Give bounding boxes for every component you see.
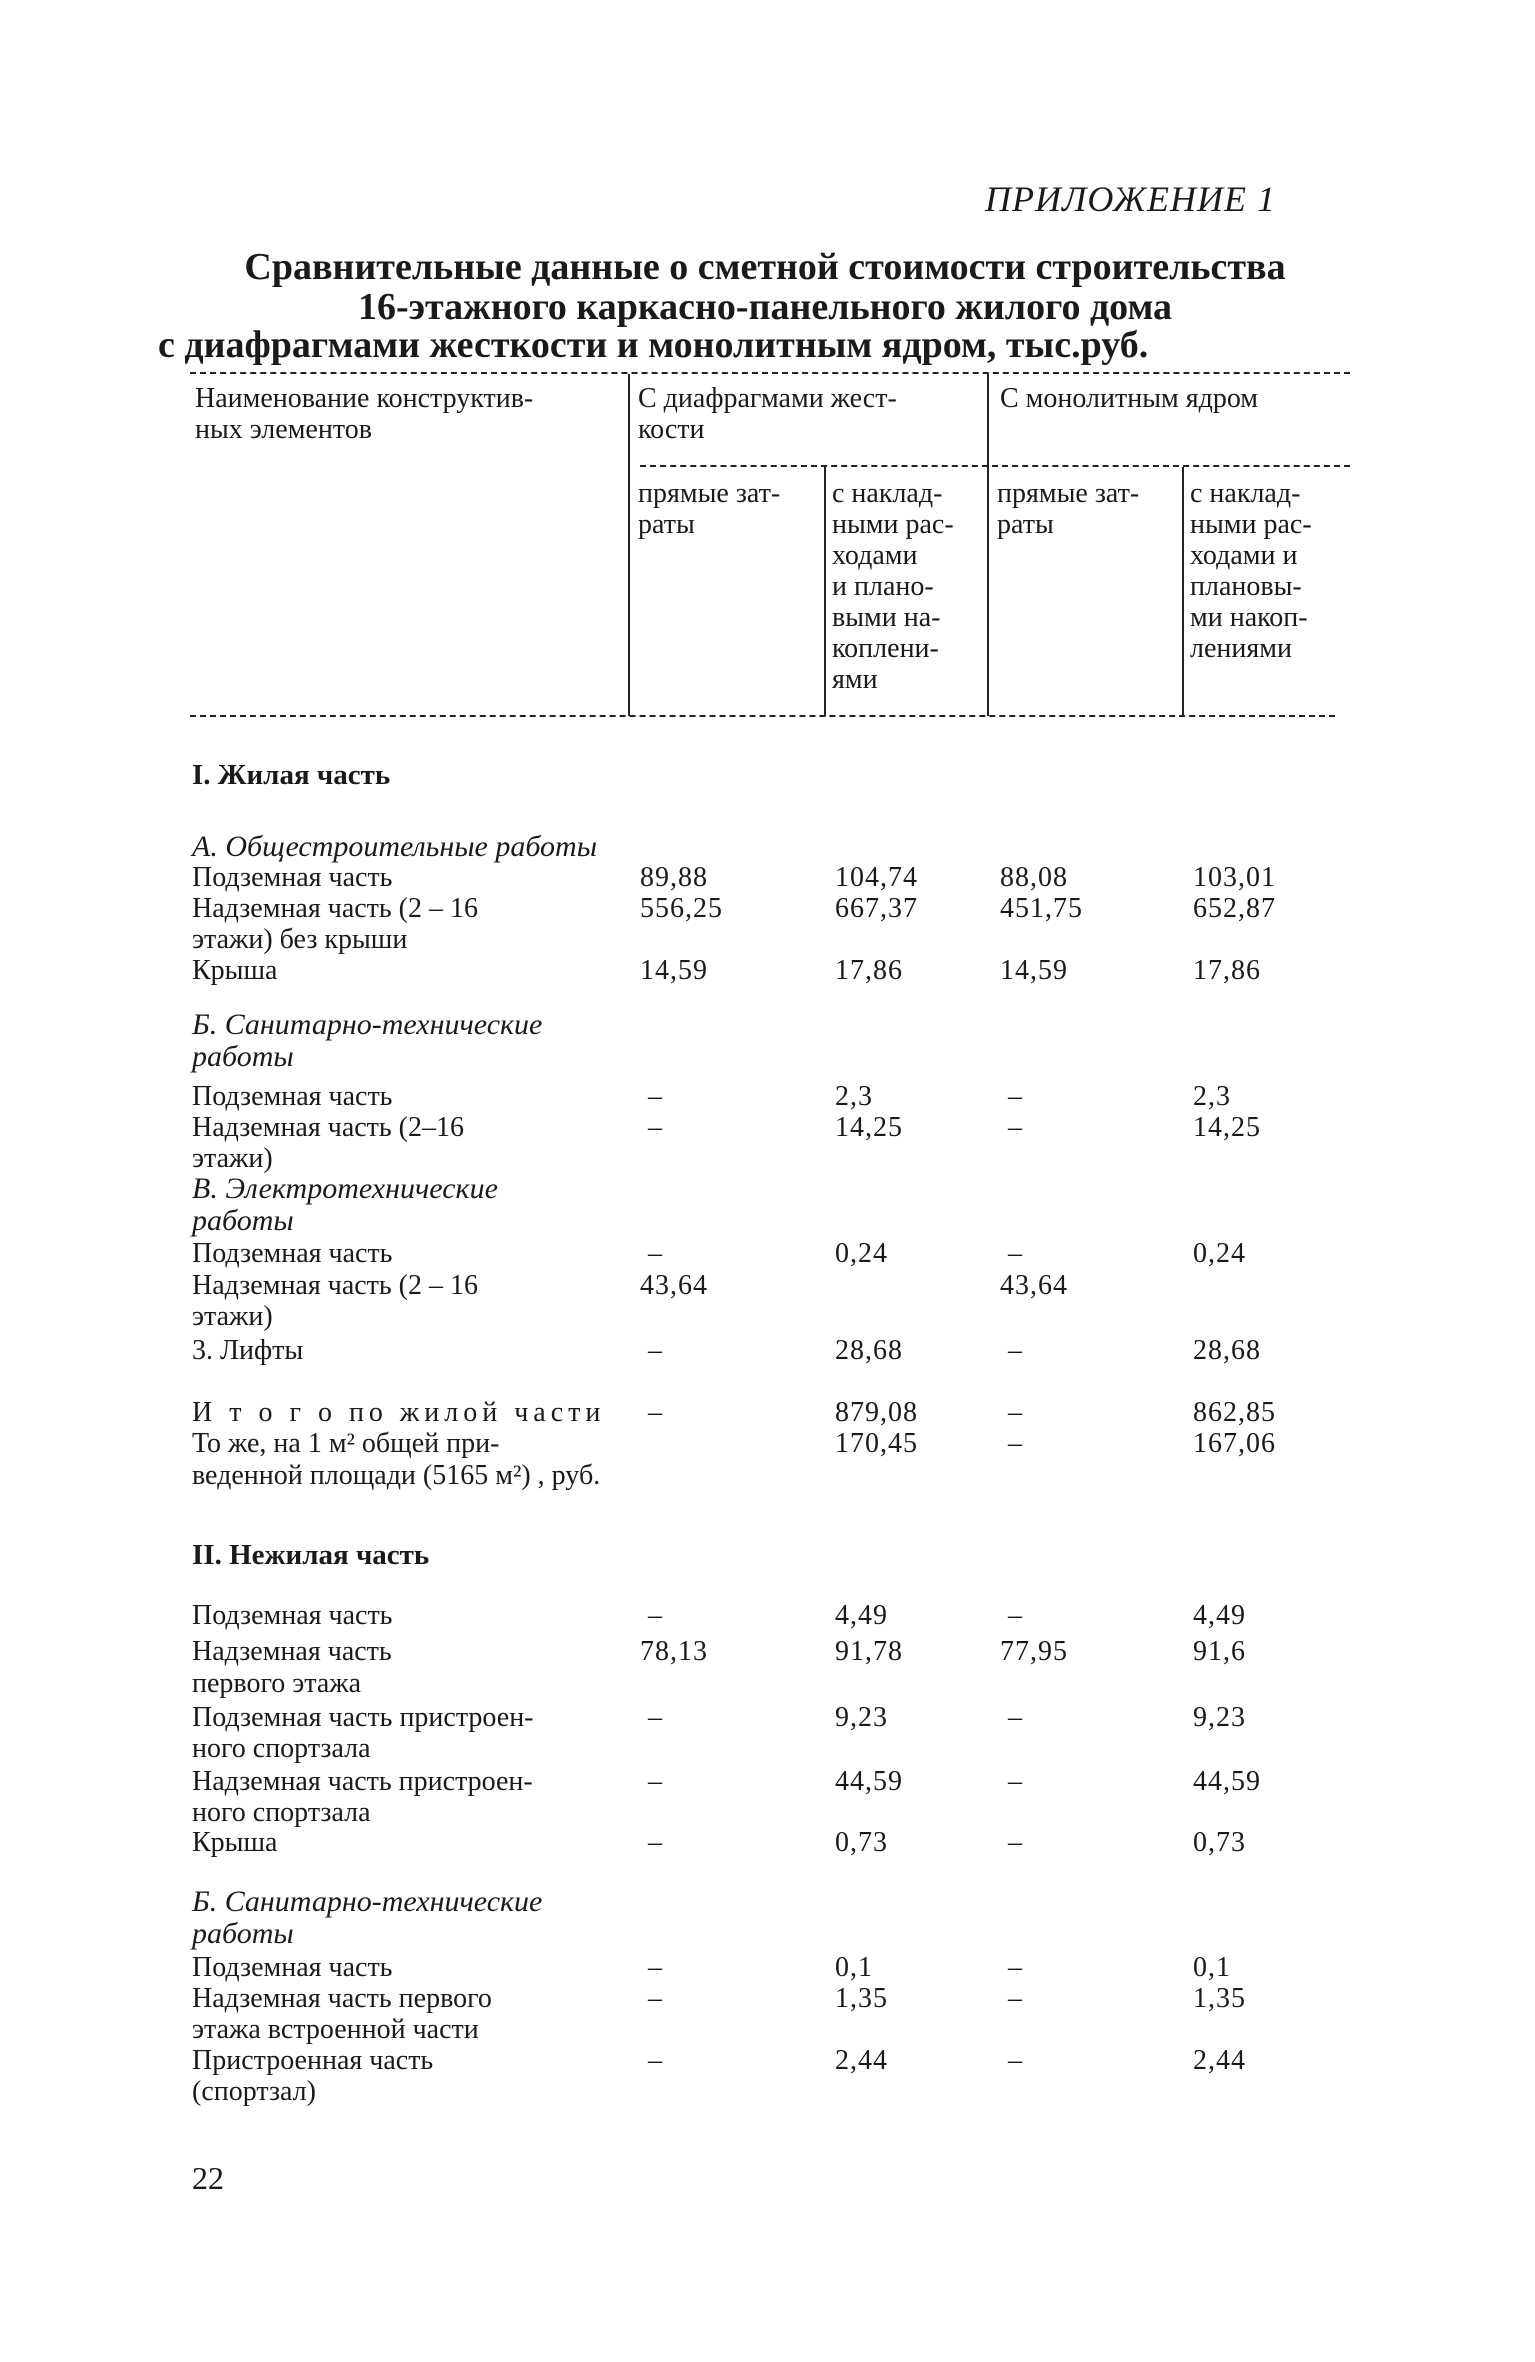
row-label: Подземная часть	[192, 1081, 393, 1112]
table-cell: –	[1008, 1766, 1023, 1797]
table-cell: 43,64	[1000, 1270, 1068, 1301]
row-label: этажи)	[192, 1143, 273, 1174]
row-label: работы	[192, 1917, 294, 1950]
row-label: ного спортзала	[192, 1797, 371, 1828]
header-line: лениями	[1190, 633, 1292, 664]
row-label: Надземная часть (2 – 16	[192, 893, 479, 924]
row-label: Б. Санитарно-технические	[192, 1885, 543, 1918]
table-cell: –	[648, 1702, 663, 1733]
header-g2-overhead	[1190, 478, 1312, 664]
header-line: выми на-	[832, 602, 941, 633]
header-group-monolithic: С монолитным ядром	[1000, 383, 1259, 414]
row-label: Б. Санитарно-технические	[192, 1008, 543, 1041]
table-cell: –	[1008, 1428, 1023, 1459]
table-cell: –	[1008, 1827, 1023, 1858]
header-line: ными рас-	[1190, 509, 1312, 540]
table-cell: 167,06	[1193, 1428, 1276, 1459]
table-cell: 9,23	[835, 1702, 888, 1733]
table-cell: 103,01	[1193, 862, 1276, 893]
table-cell: –	[1008, 1081, 1023, 1112]
appendix-label: ПРИЛОЖЕНИЕ 1	[985, 179, 1276, 219]
document-title-line-1: Сравнительные данные о сметной стоимости строительства	[244, 246, 1286, 288]
table-cell: 451,75	[1000, 893, 1083, 924]
row-label: (спортзал)	[192, 2076, 316, 2107]
row-label: 3. Лифты	[192, 1335, 304, 1366]
table-cell: –	[1008, 1335, 1023, 1366]
row-label: Крыша	[192, 955, 278, 986]
table-cell: –	[648, 1112, 663, 1143]
header-line: с наклад-	[1190, 478, 1301, 509]
table-cell: 28,68	[1193, 1335, 1261, 1366]
table-cell: –	[1008, 1397, 1023, 1428]
row-label: То же, на 1 м² общей при-	[192, 1428, 500, 1459]
row-label: этажи)	[192, 1301, 273, 1332]
table-cell: 2,44	[1193, 2045, 1246, 2076]
table-cell: 4,49	[835, 1600, 888, 1631]
row-label: Подземная часть пристроен-	[192, 1702, 534, 1733]
row-label: работы	[192, 1040, 294, 1073]
table-cell: 77,95	[1000, 1636, 1068, 1667]
table-cell: –	[648, 1766, 663, 1797]
row-label: Подземная часть	[192, 1238, 393, 1269]
row-label: первого этажа	[192, 1668, 362, 1699]
table-cell: –	[1008, 1112, 1023, 1143]
table-cell: 862,85	[1193, 1397, 1276, 1428]
table-cell: 88,08	[1000, 862, 1068, 893]
table-cell: 2,44	[835, 2045, 888, 2076]
row-label: Надземная часть	[192, 1636, 392, 1667]
table-cell: 0,24	[1193, 1238, 1246, 1269]
table-cell: 2,3	[1193, 1081, 1231, 1112]
table-cell: –	[1008, 1983, 1023, 2014]
table-cell: –	[1008, 1702, 1023, 1733]
document-title-line-3: с диафрагмами жесткости и монолитным ядром, тыс.руб.	[158, 324, 1149, 366]
table-cell: 0,1	[835, 1952, 873, 1983]
row-label: Подземная часть	[192, 1600, 393, 1631]
table-cell: 9,23	[1193, 1702, 1246, 1733]
table-cell: 1,35	[1193, 1983, 1246, 2014]
table-cell: 170,45	[835, 1428, 918, 1459]
row-label: Пристроенная часть	[192, 2045, 434, 2076]
row-label: веденной площади (5165 м²) , руб.	[192, 1460, 601, 1491]
table-cell: 0,24	[835, 1238, 888, 1269]
table-cell: –	[648, 1983, 663, 2014]
column-divider-1	[628, 374, 630, 716]
column-divider-2	[987, 374, 989, 716]
table-cell: 14,25	[835, 1112, 903, 1143]
header-group-diaphragms: С диафрагмами жест- кости	[638, 383, 897, 445]
header-bottom-rule	[190, 715, 1335, 717]
table-cell: 91,6	[1193, 1636, 1246, 1667]
table-top-rule	[190, 372, 1350, 374]
row-label: I. Жилая часть	[192, 759, 391, 791]
table-cell: –	[648, 1827, 663, 1858]
row-label: работы	[192, 1204, 294, 1237]
table-cell: –	[648, 1600, 663, 1631]
header-line: ми накоп-	[1190, 602, 1308, 633]
row-label: этажа встроенной части	[192, 2014, 479, 2045]
header-line: ными рас-	[832, 509, 954, 540]
table-cell: –	[648, 1238, 663, 1269]
header-line: ходами и	[1190, 540, 1298, 571]
table-cell: 17,86	[1193, 955, 1261, 986]
column-divider-4	[1182, 467, 1184, 716]
table-cell: 44,59	[835, 1766, 903, 1797]
table-cell: 0,1	[1193, 1952, 1231, 1983]
table-cell: 4,49	[1193, 1600, 1246, 1631]
table-cell: 91,78	[835, 1636, 903, 1667]
row-label: Подземная часть	[192, 862, 393, 893]
page-number: 22	[192, 2160, 224, 2196]
header-g1-direct-costs: прямые зат- раты	[638, 478, 781, 540]
header-line: плановы-	[1190, 571, 1302, 602]
column-divider-3	[824, 467, 826, 716]
table-cell: 14,25	[1193, 1112, 1261, 1143]
table-cell: 0,73	[835, 1827, 888, 1858]
table-cell: –	[1008, 1238, 1023, 1269]
row-label: И т о г о по жилой части	[192, 1397, 606, 1428]
header-line: коплени-	[832, 633, 939, 664]
header-line: и плано-	[832, 571, 934, 602]
table-cell: 104,74	[835, 862, 918, 893]
table-cell: 43,64	[640, 1270, 708, 1301]
table-cell: –	[648, 1081, 663, 1112]
table-cell: 1,35	[835, 1983, 888, 2014]
table-cell: –	[648, 1397, 663, 1428]
table-cell: 652,87	[1193, 893, 1276, 924]
header-g1-overhead	[832, 478, 954, 695]
table-cell: 78,13	[640, 1636, 708, 1667]
row-label: В. Электротехнические	[192, 1172, 498, 1205]
table-cell: –	[1008, 2045, 1023, 2076]
table-cell: 2,3	[835, 1081, 873, 1112]
row-label: Крыша	[192, 1827, 278, 1858]
row-label: ного спортзала	[192, 1733, 371, 1764]
table-cell: 44,59	[1193, 1766, 1261, 1797]
row-label: Надземная часть первого	[192, 1983, 492, 2014]
table-cell: –	[1008, 1600, 1023, 1631]
table-cell: 14,59	[640, 955, 708, 986]
header-element-name: Наименование конструктив- ных элементов	[195, 383, 534, 445]
header-line: ями	[832, 664, 878, 695]
table-cell: 556,25	[640, 893, 723, 924]
row-label: этажи) без крыши	[192, 924, 408, 955]
header-g2-direct-costs: прямые зат- раты	[997, 478, 1140, 540]
table-cell: –	[1008, 1952, 1023, 1983]
header-line: с наклад-	[832, 478, 943, 509]
table-cell: 28,68	[835, 1335, 903, 1366]
table-cell: 89,88	[640, 862, 708, 893]
table-cell: 879,08	[835, 1397, 918, 1428]
table-cell: 14,59	[1000, 955, 1068, 986]
group-divider-rule	[640, 465, 1350, 467]
row-label: А. Общестроительные работы	[192, 830, 598, 863]
table-cell: 667,37	[835, 893, 918, 924]
row-label: Надземная часть (2 – 16	[192, 1270, 479, 1301]
document-title-line-2: 16-этажного каркасно-панельного жилого дома	[357, 286, 1173, 328]
table-cell: –	[648, 1335, 663, 1366]
table-cell: –	[648, 1952, 663, 1983]
row-label: Надземная часть (2–16	[192, 1112, 465, 1143]
row-label: II. Нежилая часть	[192, 1539, 430, 1571]
table-cell: –	[648, 2045, 663, 2076]
row-label: Надземная часть пристроен-	[192, 1766, 533, 1797]
table-cell: 0,73	[1193, 1827, 1246, 1858]
table-cell: 17,86	[835, 955, 903, 986]
header-line: ходами	[832, 540, 918, 571]
row-label: Подземная часть	[192, 1952, 393, 1983]
